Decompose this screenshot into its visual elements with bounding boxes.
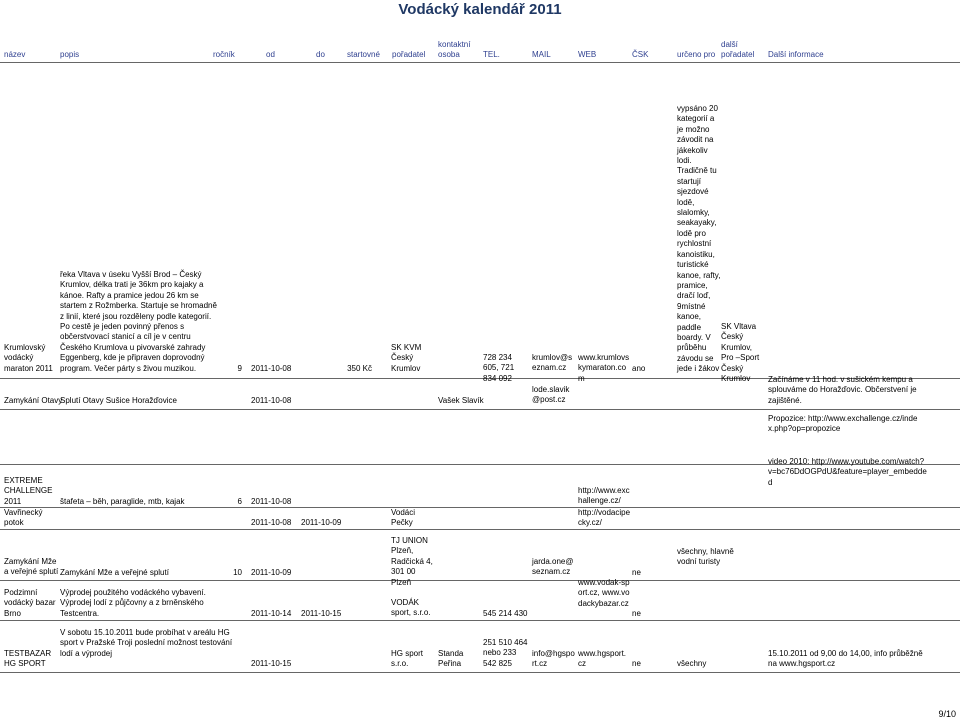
col-header-web: WEB: [578, 50, 597, 59]
cell-dalsi-poradatel: SK Vltava Český Krumlov, Pro –Sport Český Krumlov: [721, 322, 760, 384]
cell-mail: info@hgsport.cz: [532, 649, 575, 669]
cell-rocnik: 9: [237, 364, 242, 373]
col-header-kontakt: kontaktní osoba: [438, 40, 471, 59]
col-header-nazev: název: [4, 50, 26, 59]
cell-web: http://vodacipecky.cz/: [578, 508, 631, 528]
cell-tel: 545 214 430: [483, 609, 528, 618]
cell-mail: krumlov@seznam.cz: [532, 353, 573, 373]
cell-mail: jarda.one@seznam.cz: [532, 557, 574, 577]
cell-poradatel: HG sport s.r.o.: [391, 649, 424, 669]
cell-nazev: Podzimní vodácký bazar Brno: [4, 588, 56, 618]
cell-od: 2011-10-08: [251, 364, 292, 373]
cell-popis: Splutí Otavy Sušice Horažďovice: [60, 396, 177, 405]
cell-poradatel: VODÁK sport, s.r.o.: [391, 598, 431, 618]
cell-kontakt: Standa Peřina: [438, 649, 464, 669]
table-bottom: [0, 672, 960, 673]
cell-nazev: TESTBAZAR HG SPORT: [4, 649, 52, 669]
cell-nazev: Zamykání Otavy: [4, 396, 63, 405]
col-header-csk: ČSK: [632, 50, 649, 59]
cell-od: 2011-10-15: [251, 659, 292, 668]
cell-popis: řeka Vltava v úseku Vyšší Brod – Český Krumlov, délka trati je 36km pro kajaky a kánoe. Rafty a pramice jedou 26 km se startem z Rožmberka. Startuje se hromadně z linií, které jsou rozděleny podle kategorií. Po cestě je jeden povinný přenos s občerstvovací stanicí a cíl je v centru Českého Krumlova u pivovarské zahrady Eggenberg, kde je připraven doprovodný program. Večer párty s živou muzikou.: [60, 270, 217, 373]
cell-popis: Výprodej použitého vodáckého vybavení. Výprodej lodí z půjčovny a z brněnského Testcentra.: [60, 588, 206, 618]
cell-web: www.krumlovskymaraton.com: [578, 353, 630, 383]
cell-urceno: vypsáno 20 kategorií a je možno závodit na jákekoliv lodi. Tradičně tu startují sjezdové lodě, slalomky, seakayaky, lodě pro rychlostní kanoistiku, turistické kanoe, rafty, pramice, dračí loď, 9místné kanoe, paddle boardy. V průběhu závodu se jede i žákov: [677, 104, 721, 374]
cell-do: 2011-10-09: [301, 518, 342, 527]
cell-nazev: Vavřinecký potok: [4, 508, 43, 528]
cell-od: 2011-10-09: [251, 568, 292, 577]
col-header-poradatel: pořadatel: [392, 50, 426, 59]
cell-poradatel: TJ UNION Plzeň, Radčická 4, 301 00 Plzeň: [391, 536, 433, 587]
cell-rocnik: 10: [233, 568, 242, 577]
cell-web: www.vodak-sport.cz, www.vodackybazar.cz: [578, 578, 630, 608]
row-divider: [0, 409, 960, 410]
cell-nazev: Krumlovský vodácký maraton 2011: [4, 343, 53, 373]
cell-web: http://www.exchallenge.cz/: [578, 486, 630, 506]
cell-csk: ano: [632, 364, 646, 373]
col-header-rocnik: ročník: [213, 50, 235, 59]
cell-web: www.hgsport.cz: [578, 649, 627, 669]
cell-dalsi-info: Propozice: http://www.exchallenge.cz/index.php?op=propozice: [768, 414, 918, 434]
cell-od: 2011-10-14: [251, 609, 292, 618]
cell-do: 2011-10-15: [301, 609, 342, 618]
cell-poradatel: Vodáci Pečky: [391, 508, 416, 528]
cell-mail: lode.slavik@post.cz: [532, 385, 570, 405]
cell-od: 2011-10-08: [251, 396, 292, 405]
row-divider: [0, 529, 960, 530]
cell-dalsi-info: video 2010: http://www.youtube.com/watch?v=bc76DdOGPdU&feature=player_embedded: [768, 457, 927, 487]
col-header-tel: TEL.: [483, 50, 500, 59]
cell-csk: ne: [632, 568, 641, 577]
col-header-popis: popis: [60, 50, 80, 59]
col-header-urceno: určeno pro: [677, 50, 716, 59]
cell-kontakt: Vašek Slavík: [438, 396, 484, 405]
cell-urceno: všechny: [677, 659, 707, 668]
cell-nazev: EXTREME CHALLENGE 2011: [4, 476, 53, 506]
row-divider: [0, 580, 960, 581]
cell-csk: ne: [632, 659, 641, 668]
cell-rocnik: 6: [237, 497, 242, 506]
cell-tel: 728 234 605, 721 834 092: [483, 353, 515, 383]
cell-dalsi-info: Začínáme v 11 hod. v sušickém kempu a splouváme do Horažďovic. Občerstvení je zajištěné.: [768, 375, 917, 405]
row-divider: [0, 620, 960, 621]
cell-urceno: všechny, hlavně vodní turisty: [677, 547, 734, 567]
col-header-dalsi-poradatel: další pořadatel: [721, 40, 755, 59]
cell-poradatel: SK KVM Český Krumlov: [391, 343, 422, 373]
col-header-od: od: [266, 50, 275, 59]
col-header-startovne: startovné: [347, 50, 380, 59]
page-title: Vodácký kalendář 2011: [398, 1, 562, 18]
col-header-dalsi-info: Další informace: [768, 50, 824, 59]
cell-csk: ne: [632, 609, 641, 618]
cell-popis: V sobotu 15.10.2011 bude probíhat v areálu HG sport v Pražské Troji poslední možnost testování lodí a výprodej: [60, 628, 233, 658]
cell-dalsi-info: 15.10.2011 od 9,00 do 14,00, info průběžně na www.hgsport.cz: [768, 649, 923, 669]
col-header-mail: MAIL: [532, 50, 551, 59]
page-number: 9/10: [938, 709, 956, 719]
header-divider: [0, 62, 960, 63]
cell-popis: Zamykání Mže a veřejné splutí: [60, 568, 169, 577]
col-header-do: do: [316, 50, 325, 59]
cell-od: 2011-10-08: [251, 518, 292, 527]
cell-od: 2011-10-08: [251, 497, 292, 506]
cell-tel: 251 510 464 nebo 233 542 825: [483, 638, 528, 668]
cell-popis: štafeta – běh, paraglide, mtb, kajak: [60, 497, 185, 506]
cell-nazev: Zamykání Mže a veřejné splutí: [4, 557, 59, 577]
cell-startovne: 350 Kč: [347, 364, 372, 373]
